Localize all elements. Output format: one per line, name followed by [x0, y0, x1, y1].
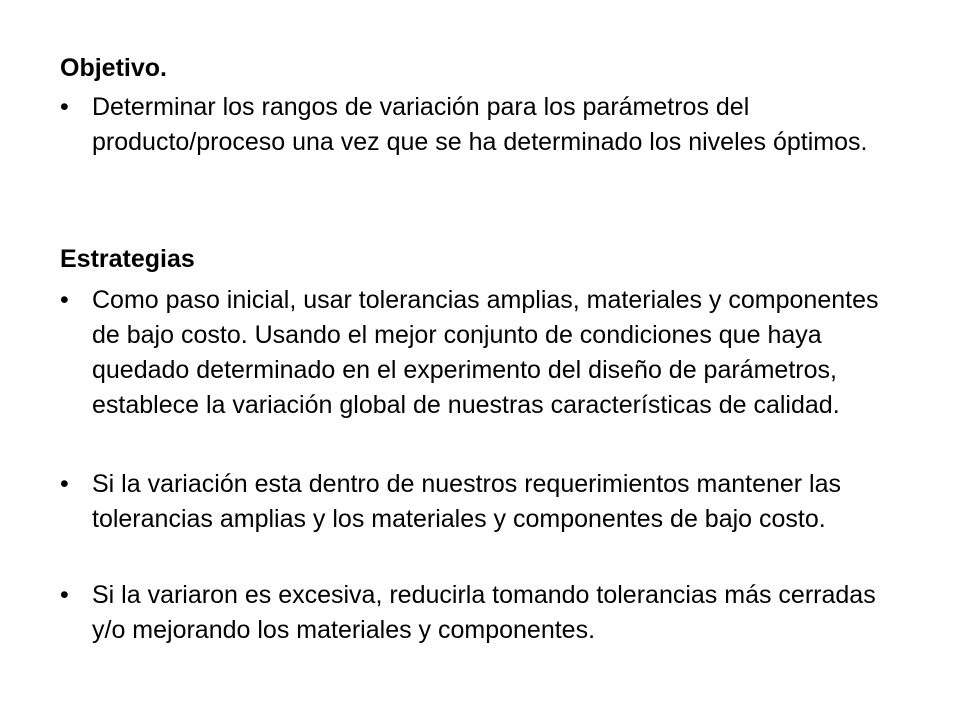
- strategy-bullet: [60, 578, 900, 683]
- strategy-bullet-text: Si la variación esta dentro de nuestros requerimientos mantener las tolerancias amplias y los materiales y componentes de bajo costo.: [92, 470, 842, 533]
- bullet-dot-icon: •: [60, 93, 69, 121]
- strategy-bullet: [60, 467, 900, 572]
- bullet-dot-icon: •: [60, 286, 69, 314]
- bullet-dot-icon: •: [60, 470, 69, 498]
- objective-bullet: [60, 90, 900, 195]
- strategy-bullet-text: Si la variaron es excesiva, reducirla tomando tolerancias más cerradas y/o mejorando los materiales y componentes.: [92, 581, 876, 644]
- objective-bullet-text: Determinar los rangos de variación para los parámetros del producto/proceso una vez que se ha determinado los niveles óptimos.: [92, 93, 868, 156]
- strategy-bullet-text: Como paso inicial, usar tolerancias amplias, materiales y componentes de bajo costo. Usando el mejor conjunto de condiciones que haya quedado determinado en el experimento del diseño de parámetros, establece la variación global de nuestras características de calidad.: [92, 286, 879, 419]
- strategy-bullet: [60, 283, 900, 458]
- objective-heading: Objetivo.: [60, 54, 167, 82]
- bullet-dot-icon: •: [60, 581, 69, 609]
- strategies-heading: Estrategias: [60, 245, 195, 273]
